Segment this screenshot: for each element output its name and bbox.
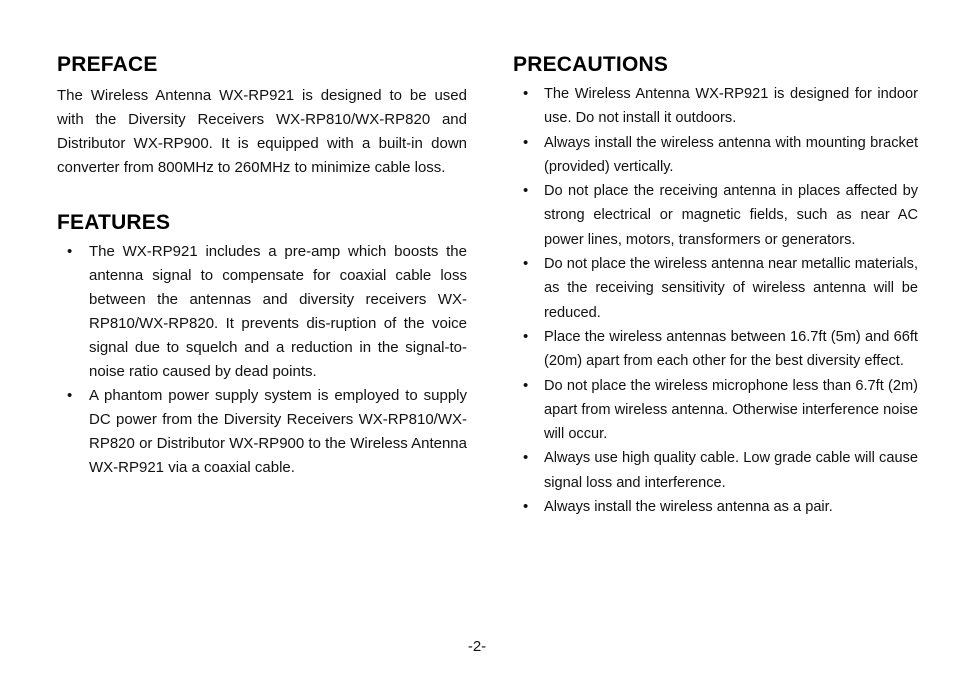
list-item xyxy=(513,325,918,374)
left-column xyxy=(57,52,467,480)
precautions-list xyxy=(513,82,918,519)
precautions-item-text: Always use high quality cable. Low grade cable will cause signal loss and interference. xyxy=(544,450,918,491)
preface-heading: PREFACE xyxy=(57,53,158,76)
list-item xyxy=(57,240,467,384)
bullet-icon: • xyxy=(523,376,529,394)
features-item-text: The WX-RP921 includes a pre-amp which boosts the antenna signal to compensate for coaxial cable loss between the antennas and diversity receivers WX-RP810/WX-RP820. It prevents dis-ruption of the voice signal due to squelch and a reduction in the signal-to-noise ratio caused by dead points. xyxy=(89,243,467,380)
list-item xyxy=(513,495,918,519)
preface-text: The Wireless Antenna WX-RP921 is designed to be used with the Diversity Receivers WX-RP810/WX-RP820 and Distributor WX-RP900. It is equipped with a built-in down converter from 800MHz to 260MHz to minimize cable loss. xyxy=(57,87,467,176)
list-item xyxy=(57,384,467,480)
features-item-text: A phantom power supply system is employed to supply DC power from the Diversity Receivers WX-RP810/WX-RP820 or Distributor WX-RP900 to the Wireless Antenna WX-RP921 via a coaxial cable. xyxy=(89,387,467,476)
list-item xyxy=(513,131,918,180)
bullet-icon: • xyxy=(523,182,529,200)
bullet-icon: • xyxy=(523,133,529,151)
list-item xyxy=(513,82,918,131)
list-item xyxy=(513,179,918,252)
precautions-item-text: Always install the wireless antenna with mounting bracket (provided) vertically. xyxy=(544,134,918,175)
bullet-icon: • xyxy=(523,255,529,273)
precautions-item-text: Do not place the receiving antenna in places affected by strong electrical or magnetic fields, such as near AC power lines, motors, transformers or generators. xyxy=(544,183,918,248)
page-number: -2- xyxy=(467,638,487,655)
bullet-icon: • xyxy=(523,449,529,467)
features-list xyxy=(57,240,467,480)
bullet-icon: • xyxy=(523,498,529,516)
bullet-icon: • xyxy=(523,85,529,102)
precautions-item-text: Do not place the wireless microphone less than 6.7ft (2m) apart from wireless antenna. Otherwise interference noise will occur. xyxy=(544,377,918,443)
features-heading: FEATURES xyxy=(57,211,171,234)
list-item xyxy=(513,446,918,495)
list-item xyxy=(513,252,918,325)
precautions-item-text: Always install the wireless antenna as a pair. xyxy=(544,499,833,516)
precautions-heading: PRECAUTIONS xyxy=(513,53,669,76)
precautions-item-text: Do not place the wireless antenna near metallic materials, as the receiving sensitivity of wireless antenna will be reduced. xyxy=(544,256,918,321)
list-item xyxy=(513,374,918,447)
bullet-icon: • xyxy=(67,243,73,260)
precautions-item-text: The Wireless Antenna WX-RP921 is designed for indoor use. Do not install it outdoors. xyxy=(544,86,918,127)
bullet-icon: • xyxy=(67,387,73,404)
bullet-icon: • xyxy=(523,327,529,345)
right-column xyxy=(513,52,918,519)
precautions-item-text: Place the wireless antennas between 16.7ft (5m) and 66ft (20m) apart from each other for the best diversity effect. xyxy=(544,328,918,370)
